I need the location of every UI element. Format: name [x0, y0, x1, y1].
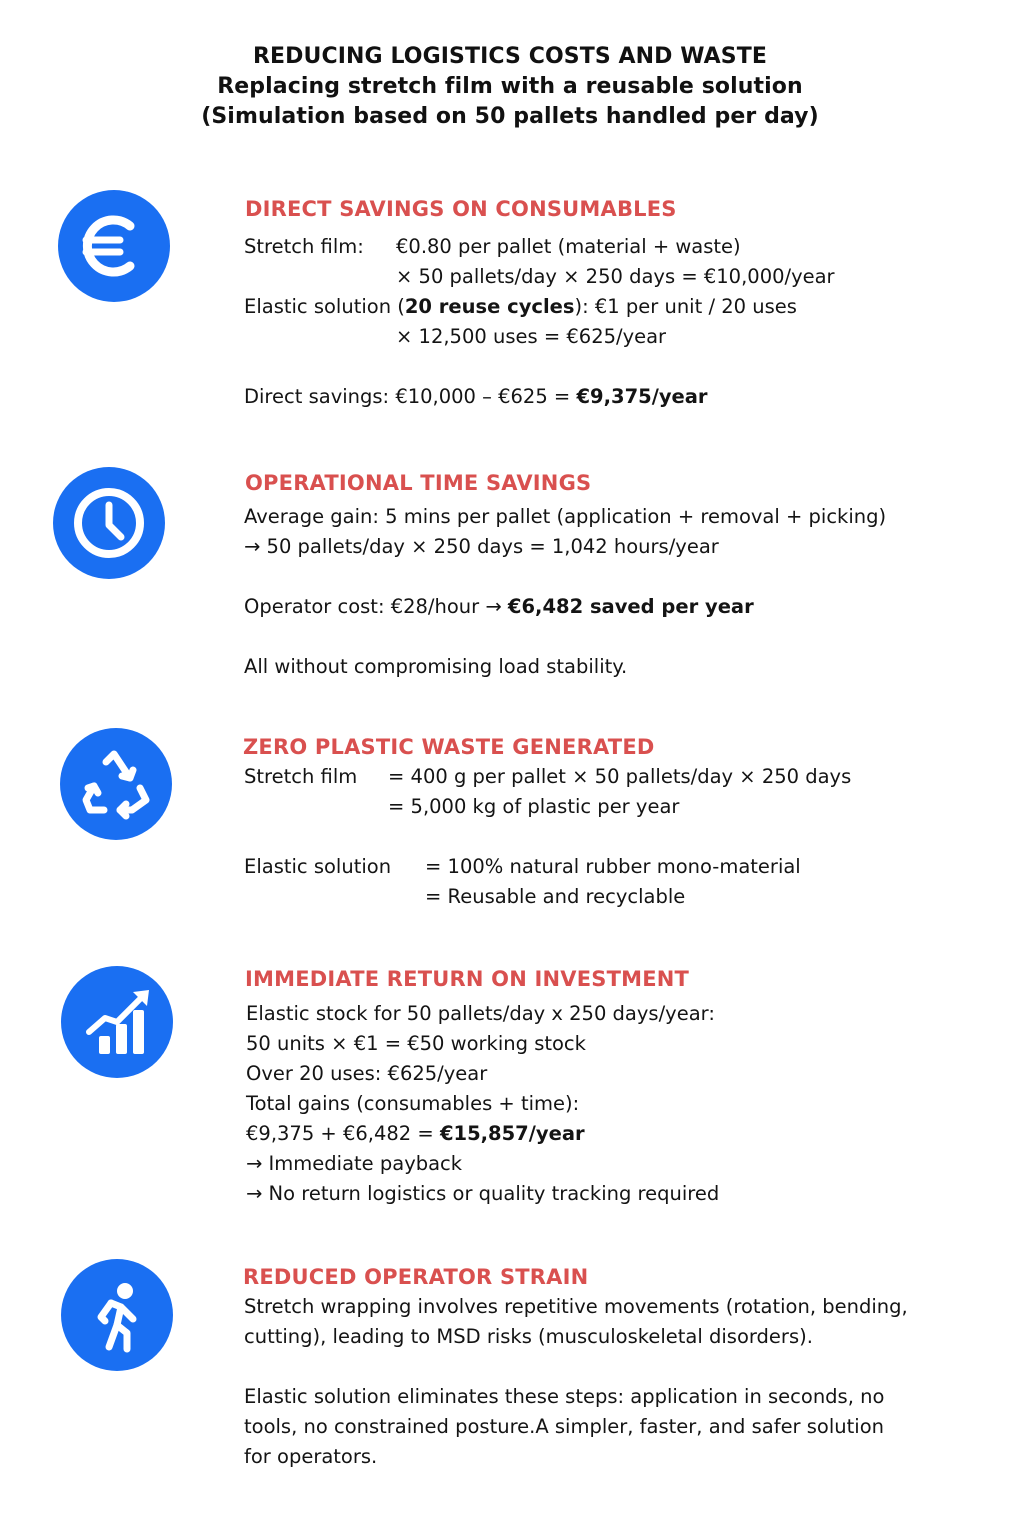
stretch-film-waste: = 400 g per pallet × 50 pallets/day × 250 days [388, 765, 852, 788]
section-heading: REDUCED OPERATOR STRAIN [243, 1265, 589, 1289]
working-stock-line: 50 units × €1 = €50 working stock [246, 1032, 586, 1055]
section-heading: DIRECT SAVINGS ON CONSUMABLES [245, 197, 677, 221]
strain-para2-line3: for operators. [244, 1445, 378, 1468]
direct-savings-total: €9,375/year [576, 385, 708, 408]
strain-para1-line2: cutting), leading to MSD risks (musculoskeletal disorders). [244, 1325, 813, 1348]
no-return-logistics-line: → No return logistics or quality tracking required [246, 1182, 720, 1205]
time-savings-total: €6,482 saved per year [507, 595, 754, 618]
stretch-film-label: Stretch film: [244, 235, 364, 258]
growth-chart-icon [61, 966, 173, 1078]
stretch-film-calc: × 50 pallets/day × 250 days = €10,000/year [396, 265, 835, 288]
stretch-film-waste-total: = 5,000 kg of plastic per year [388, 795, 680, 818]
section-body [244, 1292, 984, 1472]
strain-para2-line2: tools, no constrained posture.A simpler, faster, and safer solution [244, 1415, 884, 1438]
strain-para2-line1: Elastic solution eliminates these steps: application in seconds, no [244, 1385, 885, 1408]
payback-line: → Immediate payback [246, 1152, 463, 1175]
elastic-solution-line [244, 292, 797, 322]
page-header [0, 42, 1020, 132]
elastic-recyclable: = Reusable and recyclable [425, 885, 686, 908]
elastic-calc: × 12,500 uses = €625/year [396, 325, 667, 348]
total-gains-line [246, 1119, 585, 1149]
uses-cost-line: Over 20 uses: €625/year [246, 1062, 488, 1085]
clock-icon [53, 467, 165, 579]
hours-per-year-line: → 50 pallets/day × 250 days = 1,042 hours/year [244, 535, 719, 558]
total-gains-value: €15,857/year [439, 1122, 585, 1145]
total-gains-label: Total gains (consumables + time): [246, 1092, 580, 1115]
direct-savings-line [244, 382, 708, 412]
elastic-label-pre: Elastic solution ( [244, 295, 405, 318]
page-subtitle: Replacing stretch film with a reusable solution [217, 74, 803, 99]
section-body [244, 762, 964, 912]
operator-cost-pre: Operator cost: €28/hour → [244, 595, 508, 618]
stability-note: All without compromising load stability. [244, 655, 628, 678]
direct-savings-pre: Direct savings: €10,000 – €625 = [244, 385, 577, 408]
section-heading: OPERATIONAL TIME SAVINGS [245, 471, 592, 495]
section-body [244, 502, 964, 682]
strain-para1-line1: Stretch wrapping involves repetitive movements (rotation, bending, [244, 1295, 908, 1318]
section-body [246, 999, 966, 1209]
section-heading: IMMEDIATE RETURN ON INVESTMENT [245, 967, 690, 991]
elastic-stock-line: Elastic stock for 50 pallets/day x 250 days/year: [246, 1002, 715, 1025]
section-heading: ZERO PLASTIC WASTE GENERATED [243, 735, 655, 759]
stretch-film-label: Stretch film [244, 765, 358, 788]
stretch-film-value: €0.80 per pallet (material + waste) [396, 235, 741, 258]
elastic-label-post: ): €1 per unit / 20 uses [574, 295, 797, 318]
recycle-icon [60, 728, 172, 840]
operator-strain-icon [61, 1259, 173, 1371]
total-gains-pre: €9,375 + €6,482 = [246, 1122, 440, 1145]
euro-icon [58, 190, 170, 302]
elastic-material: = 100% natural rubber mono-material [425, 855, 801, 878]
section-body [244, 232, 964, 412]
time-gain-line: Average gain: 5 mins per pallet (application + removal + picking) [244, 505, 887, 528]
page-note: (Simulation based on 50 pallets handled per day) [201, 104, 819, 129]
reuse-cycles: 20 reuse cycles [404, 295, 575, 318]
page-title: REDUCING LOGISTICS COSTS AND WASTE [253, 44, 767, 69]
elastic-solution-label: Elastic solution [244, 855, 392, 878]
operator-cost-line [244, 592, 754, 622]
